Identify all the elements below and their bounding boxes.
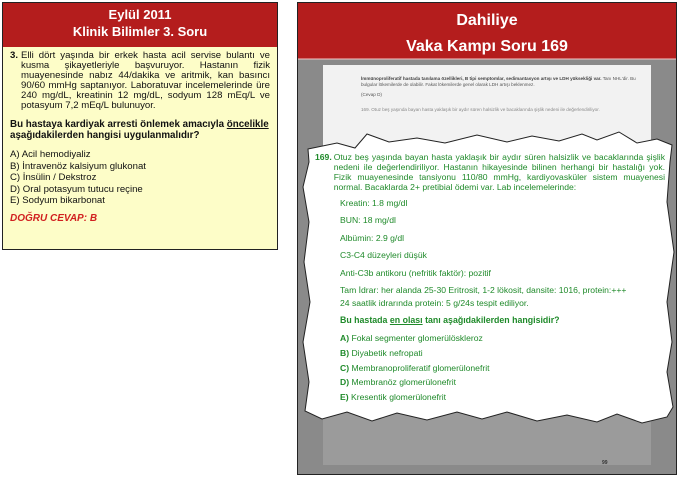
bg-text-bold: İmmünoproliferatif hastada tanılama özellikleri, B tipi semptomlar, sedimantasyon artışı ve LDH yüksekliği var.: [361, 76, 602, 81]
option-letter: B): [340, 347, 350, 358]
left-options-list: [10, 149, 270, 207]
lab-results-list: [340, 198, 665, 308]
left-question-card: [2, 2, 278, 250]
option-letter: C): [340, 362, 350, 373]
option-letter: A): [340, 333, 350, 344]
lab-result: Albümin: 2.9 g/dl: [340, 232, 405, 243]
case-prompt-start: Bu hastada: [340, 315, 390, 326]
left-option-e: E) Sodyum bikarbonat: [10, 195, 105, 207]
bg-text-rest: Tanı NHL'dir. Bu bulgular lökemilerde de olabilir. Fakat lökemilerde genel olarak LDH artışı beklenmez.: [361, 76, 636, 87]
background-page-text: [361, 76, 651, 112]
left-option-b: B) İntravenöz kalsiyum glukonat: [10, 160, 146, 172]
left-prompt-end: aşağıdakilerden hangisi uygulanmalıdır?: [10, 130, 200, 141]
option-text: Membranöz glomerülonefrit: [349, 377, 457, 388]
left-option-a: A) Acil hemodiyaliz: [10, 149, 91, 160]
case-prompt-end: tanı aşağıdakilerden hangisidir?: [422, 315, 560, 326]
case-option-b: [340, 348, 665, 358]
left-question-number: 3.: [10, 50, 19, 61]
case-question-prompt: [340, 315, 665, 325]
case-prompt-emphasis: en olası: [389, 315, 423, 326]
lab-result: BUN: 18 mg/dl: [340, 215, 396, 226]
right-title-line1: Dahiliye: [456, 12, 518, 29]
case-option-c: [340, 363, 665, 373]
right-title-line2: Vaka Kampı Soru 169: [406, 38, 568, 55]
right-case-panel: [297, 2, 677, 475]
case-option-d: [340, 377, 665, 387]
left-question-prompt: [10, 119, 270, 141]
case-option-e: [340, 392, 665, 402]
left-prompt-start: Bu hastaya kardiyak arresti önlemek amacıyla: [10, 119, 227, 130]
left-question-text: Elli dört yaşında bir erkek hasta acil servise bulantı ve kusma şikayetleriyle başvuruyor. Hastanın fizik muayenesinde nabız 44/dakika ve aritmik, kan basıncı 90/60 mmHg saptanıyor. Laboratuvar incelemelerinde üre 240 mg/dL, kreatinin 12 mg/dL, sodyum 128 mEq/L ve potasyum 7,2 mEq/L bulunuyor.: [21, 50, 270, 111]
lab-result: Kreatin: 1.8 mg/dl: [340, 198, 408, 208]
case-option-a: [340, 333, 665, 343]
left-question: [10, 51, 270, 111]
case-options-list: [340, 333, 665, 401]
correct-answer: DOĞRU CEVAP: B: [10, 212, 98, 224]
exam-date-title: Eylül 2011: [108, 7, 172, 22]
lab-result: Anti-C3b antikoru (nefritik faktör): pozitif: [340, 267, 491, 278]
case-question-text: Otuz beş yaşında bayan hasta yaklaşık bir aydır süren halsizlik ve bacaklarında şişlik nedeni ile değerlendiriliyor. Hastanın hikayesinde bilinen herhangi bir hastalığı yok. Fizik muayenesinde tansiyonu 110/80 mmHg, kardiyovasküler sistem muayenesi normal. Bacaklarda 2+ pretibial ödemi var. Lab incelemelerinde:: [333, 152, 665, 192]
case-question: [315, 152, 665, 192]
left-card-body: [3, 47, 277, 224]
bg-faded-question: 169. Otuz beş yaşında bayan hasta yaklaşık bir aydır süren halsizlik ve bacaklarında şişlik nedeni ile değerlendiriliyor.: [361, 106, 600, 112]
option-text: Fokal segmenter glomerülöskleroz: [349, 333, 483, 344]
left-card-header: [3, 3, 277, 47]
option-text: Kresentik glomerülonefrit: [348, 391, 447, 402]
left-option-d: D) Oral potasyum tutucu reçine: [10, 183, 143, 195]
left-prompt-emphasis: öncelikle: [226, 119, 269, 130]
option-letter: E): [340, 391, 349, 402]
lab-result: Tam İdrar: her alanda 25-30 Eritrosit, 1-2 lökosit, dansite: 1016, protein:+++: [340, 284, 627, 295]
option-text: Diyabetik nefropati: [349, 347, 423, 358]
lab-result: 24 saatlik idrarında protein: 5 g/24s tespit ediliyor.: [340, 297, 529, 308]
option-text: Membranoproliferatif glomerülonefrit: [349, 362, 490, 373]
option-letter: D): [340, 377, 350, 388]
lab-result: C3-C4 düzeyleri düşük: [340, 250, 427, 261]
left-option-c: C) İnsülin / Dekstroz: [10, 172, 97, 184]
page-number: 99: [602, 460, 608, 466]
case-question-card: [315, 152, 665, 406]
exam-question-title: Klinik Bilimler 3. Soru: [72, 24, 208, 39]
bg-answer: (Cevap D): [361, 92, 382, 97]
case-question-number: 169.: [315, 152, 332, 162]
